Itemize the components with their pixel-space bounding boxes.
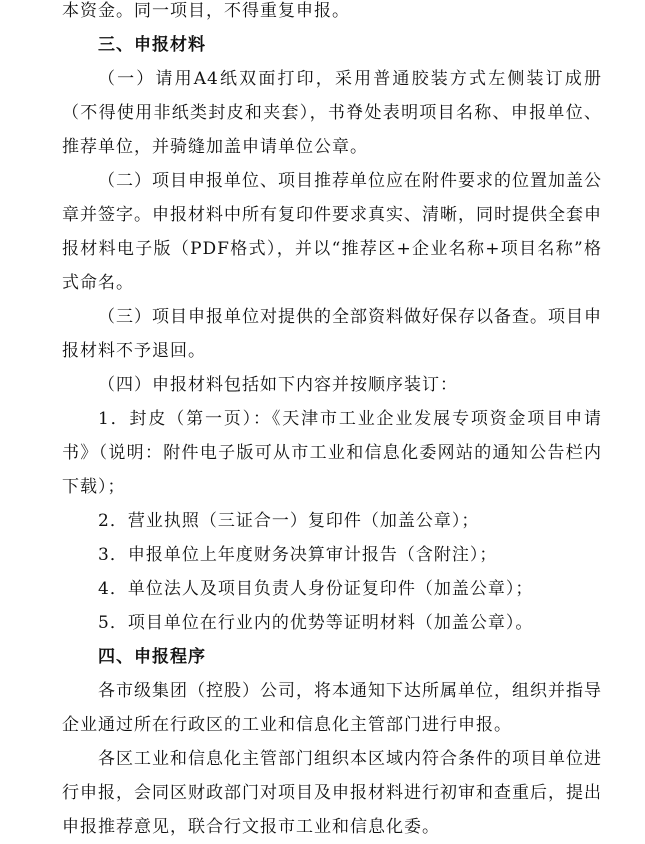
list-item: 2．营业执照（三证合一）复印件（加盖公章）； [98,511,480,531]
paragraph-3: （三）项目申报单位对提供的全部资料做好保存以备查。项目申报材料不予退回。 [62,307,602,361]
paragraph-2: （二）项目申报单位、项目推荐单位应在附件要求的位置加盖公章并签字。申报材料中所有复印件要求真实、清晰，同时提供全套申报材料电子版（PDF格式），并以“推荐区+企业名称+项目名称”格式命名。 [62,171,602,293]
intro-paragraph: 本资金。同一项目，不得重复申报。 [62,1,350,21]
paragraph-1: （一）请用A4纸双面打印，采用普通胶装方式左侧装订成册（不得使用非纸类封皮和夹套），书脊处表明项目名称、申报单位、推荐单位，并骑缝加盖申请单位公章。 [62,69,602,157]
document-page [62,0,602,844]
list-item: 4．单位法人及项目负责人身份证复印件（加盖公章）； [98,579,534,599]
paragraph-6: 各区工业和信息化主管部门组织本区域内符合条件的项目单位进行申报，会同区财政部门对项目及申报材料进行初审和查重后，提出申报推荐意见，联合行文报市工业和信息化委。 [62,749,602,837]
list-item: 3．申报单位上年度财务决算审计报告（含附注）； [98,545,498,565]
paragraph-5: 各市级集团（控股）公司，将本通知下达所属单位，组织并指导企业通过所在行政区的工业和信息化主管部门进行申报。 [62,681,602,735]
section-heading-materials: 三、申报材料 [98,35,206,55]
section-heading-procedure: 四、申报程序 [98,647,206,667]
paragraph-4: （四）申报材料包括如下内容并按顺序装订： [98,375,458,395]
list-item: 5．项目单位在行业内的优势等证明材料（加盖公章）。 [98,613,534,633]
list-item: 1．封皮（第一页）：《天津市工业企业发展专项资金项目申请书》（说明：附件电子版可从市工业和信息化委网站的通知公告栏内下载）； [62,409,602,497]
